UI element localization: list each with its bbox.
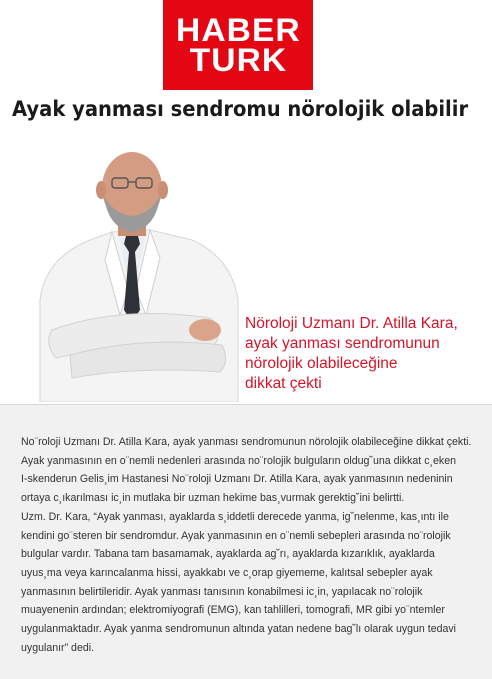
caption-line: nörolojik olabileceğine	[245, 355, 398, 372]
caption-line: dikkat çekti	[245, 375, 322, 392]
photo-caption	[245, 314, 485, 394]
article-line: uyus¸ma veya karıncalanma hissi, ayakkabı ve c¸orap giyememe, kalıtsal sebepler ayak	[21, 566, 433, 579]
article-line: yanmasının belirtileridir. Ayak yanması tanısının konabilmesi ic¸in, yapılacak no¨rolojik	[21, 585, 423, 598]
article-line: uygulanmaktadır. Ayak yanma sendromunun altında yatan nedene bag˘lı olarak uygun tedavi	[21, 623, 457, 636]
article-panel	[0, 404, 492, 679]
article-line: I-skenderun Gelis¸im Hastanesi No¨roloji Uzmanı Dr. Atilla Kara, ayak yanmasının nedeninin	[21, 473, 453, 486]
logo-line-1: HABER	[175, 12, 301, 48]
article-line: Ayak yanmasının en o¨nemli nedenleri arasında no¨rolojik bulguların oldug˘una dikkat c¸eken	[21, 454, 456, 467]
article-line: uygulanır” dedi.	[21, 641, 95, 654]
logo-line-2: TURK	[189, 42, 287, 78]
article-body	[21, 433, 485, 657]
caption-line: Nöroloji Uzmanı Dr. Atilla Kara,	[245, 315, 458, 332]
article-line: ortaya c¸ıkarılması ic¸in mutlaka bir uzman hekime bas¸vurmak gerektig˘ini belirtti.	[21, 492, 405, 505]
article-line: Uzm. Dr. Kara, “Ayak yanması, ayaklarda s¸iddetli derecede yanma, ig˘nelenme, kas¸ıntı ile	[21, 510, 449, 523]
article-line: bulgular vardır. Tabana tam basamamak, ayaklarda ag˘rı, ayaklarda kızarıklık, ayaklarda	[21, 548, 435, 561]
haberturk-logo[interactable]	[163, 0, 313, 90]
article-line: No¨roloji Uzmanı Dr. Atilla Kara, ayak yanması sendromunun nörolojik olabileceğine dikkat çekti.	[21, 436, 472, 448]
article-line: muayenenin ardından; elektromiyografi (EMG), kan tahlilleri, tomografi, MR gibi yo¨ntemler	[21, 604, 445, 617]
caption-line: ayak yanması sendromunun	[245, 335, 440, 352]
article-line: kendini go¨steren bir sendromdur. Ayak yanmasının en o¨nemli sebepleri arasında no¨rolojik	[21, 529, 451, 542]
page-title: Ayak yanması sendromu nörolojik olabilir	[12, 97, 469, 121]
